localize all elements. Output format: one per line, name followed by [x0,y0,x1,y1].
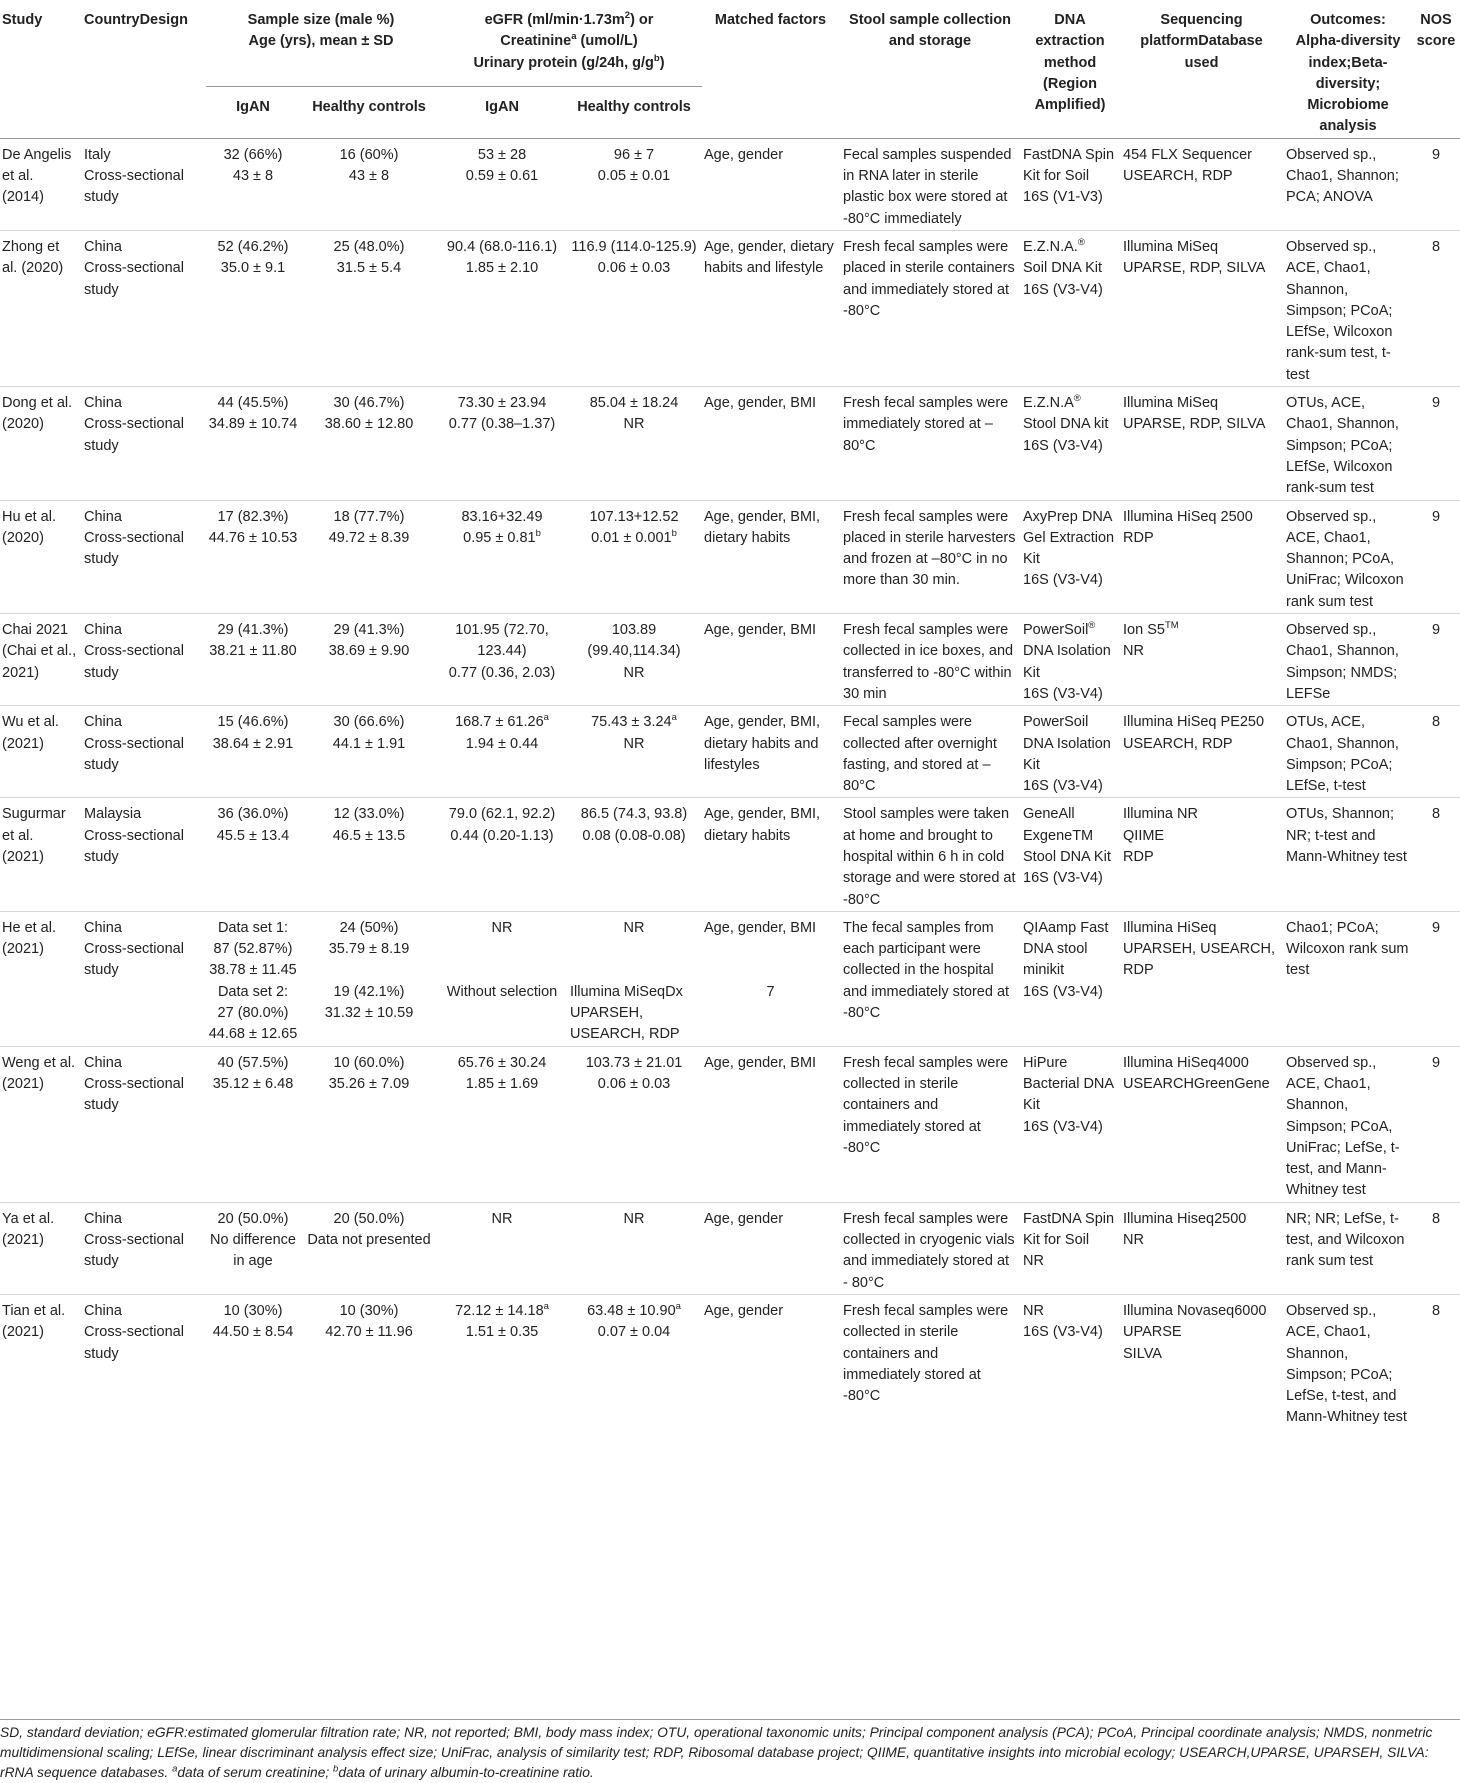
cell-matched: Age, gender, BMI, dietary habits [702,500,841,613]
cell-eg-hc: 85.04 ± 18.24 NR [568,387,702,500]
cell-matched: Age, gender, BMI, dietary habits [702,798,841,911]
table-row [0,138,1460,230]
cell-ss-hc: 10 (30%) 42.70 ± 11.96 [302,1294,438,1428]
col-sample-size [206,0,438,87]
cell-stool: Fresh fecal samples were immediately stored at –80°C [841,387,1021,500]
eg-line1 [570,712,698,733]
cell-nos: 8 [1414,706,1460,798]
dna-name: E.Z.N.A [1023,395,1074,412]
eg-value: 75.43 ± 3.24 [591,714,672,731]
footnote-b-sup: b [671,528,677,539]
cell-outcomes: OTUs, Shannon; NR; t-test and Mann-Whitney test [1284,798,1414,911]
cell-country: China Cross-sectional study [82,1046,206,1202]
egfr-line1 [440,10,698,31]
cell-outcomes: OTUs, ACE, Chao1, Shannon, Simpson; PCoA; LEfSe, Wilcoxon rank-sum test [1284,387,1414,500]
egfr-text: eGFR (ml/min·1.73m [484,12,625,28]
cell-eg-igan [438,706,568,798]
col-sequencing: Sequencing platformDatabase used [1140,12,1263,71]
eg-line1: 83.16+32.49 [461,508,543,525]
eg-line1 [440,712,564,733]
eg-value: 0.01 ± 0.001 [591,529,672,546]
cell-ss-igan: 29 (41.3%) 38.21 ± 11.80 [206,614,302,706]
cell-study: Ya et al. (2021) [0,1202,82,1294]
footnote-b-text: data of urinary albumin-to-creatinine ratio. [338,1765,594,1780]
cell-seq: Illumina Novaseq6000 UPARSE SILVA [1121,1294,1284,1428]
eg-line2: NR [623,735,645,752]
table-row [0,706,1460,798]
cell-eg-igan [438,1294,568,1428]
table-row [0,230,1460,386]
cell-seq: Illumina HiSeq4000 USEARCHGreenGene [1121,1046,1284,1202]
registered-sup: ® [1088,620,1096,632]
cell-ss-igan: 52 (46.2%) 35.0 ± 9.1 [206,230,302,386]
cell-nos: 9 [1414,614,1460,706]
cell-nos: 9 [1414,387,1460,500]
cell-study: Sugurmar et al. (2021) [0,798,82,911]
table-row [0,1202,1460,1294]
urine-sup: b [653,52,660,64]
footnote-a-sup: a [671,712,677,724]
cell-ss-hc: 16 (60%) 43 ± 8 [339,146,399,185]
cell-eg-hc: 103.89 (99.40,114.34) NR [568,614,702,706]
cell-eg-hc: NR [568,911,702,981]
cell-country: China Cross-sectional study [82,1294,206,1428]
cell-eg-igan: NR [438,1202,568,1294]
cell-eg-hc: 86.5 (74.3, 93.8) 0.08 (0.08-0.08) [568,798,702,911]
footnote-a-text: data of serum creatinine; [177,1765,334,1780]
cell-country: China Cross-sectional study [82,230,206,386]
egfr-line2 [440,31,698,52]
cell-stool: Fresh fecal samples were collected in sterile containers and immediately stored at -80°C [841,1046,1021,1202]
cell-dna: AxyPrep DNA Gel Extraction Kit 16S (V3-V4) [1021,500,1121,613]
creatinine-sup: a [571,31,577,43]
cell-eg-igan: 65.76 ± 30.24 1.85 ± 1.69 [438,1046,568,1202]
cell-seq: Illumina HiSeq 2500 RDP [1121,500,1284,613]
footnote-a-sup: a [543,712,549,724]
cell-ss-igan: 10 (30%) 44.50 ± 8.54 [206,1294,302,1428]
cell-ss-igan: Data set 1: 87 (52.87%) 38.78 ± 11.45 [206,911,302,981]
cell-country: Italy Cross-sectional study [84,146,184,206]
cell-matched: Age, gender, BMI [702,614,841,706]
cell-dna: HiPure Bacterial DNA Kit 16S (V3-V4) [1021,1046,1121,1202]
cell-ss-hc: 18 (77.7%) 49.72 ± 8.39 [302,500,438,613]
dna-name: PowerSoil [1023,622,1089,639]
cell-study: Wu et al. (2021) [0,706,82,798]
cell-stool: Fresh fecal samples were placed in sterile containers and immediately stored at -80°C [841,230,1021,386]
footnote-b-marker: b [333,1763,339,1775]
cell-nos: 9 [1431,146,1441,163]
cell-stool: Fresh fecal samples were collected in cryogenic vials and immediately stored at - 80°C [841,1202,1021,1294]
registered-sup: ® [1073,393,1081,405]
cell-eg-hc: 96 ± 7 0.05 ± 0.01 [597,146,671,185]
dna-rest: Stool DNA kit 16S (V3-V4) [1023,416,1109,454]
cell-country: China Cross-sectional study [82,1202,206,1294]
cell-eg-hc [568,706,702,798]
dna-name: E.Z.N.A. [1023,238,1078,255]
cell-nos: 8 [1414,230,1460,386]
urine-text-post: ) [659,54,665,71]
cell-ss-igan: 17 (82.3%) 44.76 ± 10.53 [206,500,302,613]
cell-outcomes: Chao1; PCoA; Wilcoxon rank sum test [1284,911,1414,1046]
cell-eg-hc: 116.9 (114.0-125.9) 0.06 ± 0.03 [568,230,702,386]
col-outcomes: Outcomes: Alpha-diversity index;Beta-diversity; Microbiome analysis [1295,12,1401,135]
cell-eg-hc: Illumina MiSeqDx UPARSEH, USEARCH, RDP [570,983,683,1043]
cell-ss-igan: 36 (36.0%) 45.5 ± 13.4 [206,798,302,911]
cell-nos: 8 [1414,1294,1460,1428]
cell-stool: Fresh fecal samples were placed in sterile harvesters and frozen at –80°C in no more than 30 min. [841,500,1021,613]
cell-eg-igan: 73.30 ± 23.94 0.77 (0.38–1.37) [438,387,568,500]
eg-line2 [440,528,564,549]
cell-matched: Age, gender, BMI, dietary habits and lifestyles [702,706,841,798]
cell-outcomes: Observed sp., ACE, Chao1, Shannon, Simpson; PCoA; LefSe, t-test, and Mann-Whitney test [1284,1294,1414,1428]
cell-dna: QIAamp Fast DNA stool minikit 16S (V3-V4) [1021,911,1121,1046]
eg-line2: 0.07 ± 0.04 [597,1324,671,1341]
col-ss-healthy: Healthy controls [302,87,438,139]
cell-eg-igan: 79.0 (62.1, 92.2) 0.44 (0.20-1.13) [438,798,568,911]
footnote-abbreviations: SD, standard deviation; eGFR:estimated glomerular filtration rate; NR, not reported; BMI, body mass index; OTU, operational taxonomic units; Principal component analysis (PCA); PCoA, Principal coordinate analysis; NMDS, nonmetric multidimensional scaling; LEfSe, linear discriminant analysis effect size; UniFrac, analysis of similarity test; RDP, Ribosomal database project; QIIME, quantitative insights into microbial ecology; USEARCH,UPARSE, UPARSEH, SILVA: rRNA sequence databases. [0,1725,1433,1780]
cell-empty [0,982,82,1046]
col-dna-extraction: DNA extraction method (Region Amplified) [1034,12,1106,114]
eg-line1 [570,1301,698,1322]
col-nos: NOS score [1416,12,1456,50]
cell-country: China Cross-sectional study [82,387,206,500]
cell-outcomes: Observed sp., Chao1, Shannon, Simpson; NMDS; LEFSe [1284,614,1414,706]
cell-eg-igan: Without selection [446,983,558,1000]
cell-matched: Age, gender, BMI [702,1046,841,1202]
cell-ss-igan: 20 (50.0%) No difference in age [206,1202,302,1294]
col-ss-igan: IgAN [206,87,302,139]
cell-matched: Age, gender, BMI [702,911,841,981]
cell-study: He et al. (2021) [0,911,82,981]
cell-matched: Age, gender [702,1202,841,1294]
eg-value: 0.95 ± 0.81 [463,529,536,546]
cell-eg-hc [568,500,702,613]
eg-value: 72.12 ± 14.18 [455,1302,544,1319]
cell-eg-igan: 53 ± 28 0.59 ± 0.61 [465,146,539,185]
cell-eg-igan: 90.4 (68.0-116.1) 1.85 ± 2.10 [438,230,568,386]
egfr-sup: 2 [624,10,631,22]
cell-study: Tian et al. (2021) [0,1294,82,1428]
cell-eg-igan: 101.95 (72.70, 123.44) 0.77 (0.36, 2.03) [438,614,568,706]
cell-dna: NR 16S (V3-V4) [1021,1294,1121,1428]
table-body [0,138,1460,1428]
eg-value: 63.48 ± 10.90 [587,1302,676,1319]
cell-outcomes: OTUs, ACE, Chao1, Shannon, Simpson; PCoA; LEfSe, t-test [1284,706,1414,798]
table-row [0,387,1460,500]
cell-stool: Fresh fecal samples were collected in ice boxes, and transferred to -80°C within 30 min [841,614,1021,706]
cell-seq: Illumina NR QIIME RDP [1121,798,1284,911]
cell-outcomes: Observed sp., Chao1, Shannon; PCA; ANOVA [1286,146,1399,206]
table-footnote [0,1719,1460,1783]
cell-matched: Age, gender, dietary habits and lifestyle [702,230,841,386]
cell-dna [1021,614,1121,706]
cell-dna [1021,230,1121,386]
cell-outcomes: Observed sp., ACE, Chao1, Shannon; PCoA, UniFrac; Wilcoxon rank sum test [1284,500,1414,613]
cell-ss-hc: 19 (42.1%) 31.32 ± 10.59 [324,983,414,1022]
registered-sup: ® [1077,237,1085,249]
cell-outcomes: Observed sp., ACE, Chao1, Shannon, Simpson; PCoA; LEfSe, Wilcoxon rank-sum test, t-test [1284,230,1414,386]
dna-rest: Soil DNA Kit 16S (V3-V4) [1023,260,1103,298]
cell-ss-hc: 25 (48.0%) 31.5 ± 5.4 [302,230,438,386]
dna-rest: DNA Isolation Kit 16S (V3-V4) [1023,643,1111,702]
table-row [0,798,1460,911]
cell-empty [82,982,206,1046]
table-header [0,0,1460,138]
cell-seq: Illumina Hiseq2500 NR [1121,1202,1284,1294]
cell-ss-hc: 10 (60.0%) 35.26 ± 7.09 [302,1046,438,1202]
cell-matched: Age, gender, BMI [702,387,841,500]
col-eg-igan: IgAN [438,87,568,139]
cell-eg-igan [438,500,568,613]
cell-study: Zhong et al. (2020) [0,230,82,386]
cell-country: China Cross-sectional study [82,706,206,798]
footnote-a-sup: a [675,1301,681,1313]
sample-size-line2: Age (yrs), mean ± SD [248,33,394,50]
footnote-a-marker: a [172,1763,178,1775]
cell-nos: 8 [1414,798,1460,911]
cell-eg-hc: 103.73 ± 21.01 0.06 ± 0.03 [568,1046,702,1202]
cell-seq: Illumina MiSeq UPARSE, RDP, SILVA [1121,230,1284,386]
cell-ss-igan: 40 (57.5%) 35.12 ± 6.48 [206,1046,302,1202]
cell-country: China Cross-sectional study [82,911,206,981]
cell-ss-igan: 32 (66%) 43 ± 8 [223,146,283,185]
cell-matched: Age, gender [704,146,784,163]
cell-stool: Fecal samples were collected after overnight fasting, and stored at –80°C [841,706,1021,798]
col-matched-factors: Matched factors [714,12,827,28]
cell-nos: 9 [1414,1046,1460,1202]
creatinine-unit: (umol/L) [576,33,638,50]
trademark-sup: TM [1164,620,1179,632]
seq-name: Ion S5 [1123,622,1165,639]
cell-stool: Fresh fecal samples were collected in sterile containers and immediately stored at -80°C [841,1294,1021,1428]
col-egfr [438,0,702,87]
cell-study: De Angelis et al. (2014) [2,146,72,206]
eg-line2: 1.94 ± 0.44 [465,735,539,752]
cell-study: Weng et al. (2021) [0,1046,82,1202]
cell-seq: Illumina HiSeq UPARSEH, USEARCH, RDP [1121,911,1284,1046]
table-row [0,614,1460,706]
table-row [0,1046,1460,1202]
cell-nos: 9 [1414,911,1460,1046]
col-study: Study [2,12,43,28]
cell-eg-hc: NR [568,1202,702,1294]
cell-dna: FastDNA Spin Kit for Soil 16S (V1-V3) [1023,146,1115,206]
cell-ss-hc: 30 (46.7%) 38.60 ± 12.80 [302,387,438,500]
cell-dna [1021,387,1121,500]
col-country-design: CountryDesign [84,12,188,28]
cell-seq [1121,614,1284,706]
cell-ss-igan: 15 (46.6%) 38.64 ± 2.91 [206,706,302,798]
cell-dna: FastDNA Spin Kit for Soil NR [1021,1202,1121,1294]
footnote-b-sup: b [535,528,541,539]
table-row [0,911,1460,981]
cell-matched: 7 [766,983,775,1000]
cell-stool: The fecal samples from each participant were collected in the hospital and immediately stored at -80°C [841,911,1021,1046]
egfr-text-post: ) or [630,12,654,28]
creatinine-text: Creatinine [500,33,572,50]
eg-line2: 1.51 ± 0.35 [465,1324,539,1341]
cell-stool: Fecal samples suspended in RNA later in sterile plastic box were stored at -80°C immediately [843,146,1012,227]
table-row [0,1294,1460,1428]
cell-study: Chai 2021 (Chai et al., 2021) [0,614,82,706]
cell-country: China Cross-sectional study [82,500,206,613]
cell-ss-hc: 20 (50.0%) Data not presented [302,1202,438,1294]
cell-seq: Illumina HiSeq PE250 USEARCH, RDP [1121,706,1284,798]
cell-matched: Age, gender [702,1294,841,1428]
cell-study: Hu et al. (2020) [0,500,82,613]
cell-stool: Stool samples were taken at home and brought to hospital within 6 h in cold storage and were stored at -80°C [841,798,1021,911]
cell-seq: Illumina MiSeq UPARSE, RDP, SILVA [1121,387,1284,500]
footnote-a-sup: a [543,1301,549,1313]
col-eg-healthy: Healthy controls [568,87,702,139]
cell-ss-hc: 12 (33.0%) 46.5 ± 13.5 [302,798,438,911]
urine-text: Urinary protein (g/24h, g/g [473,54,654,71]
cell-dna: PowerSoil DNA Isolation Kit 16S (V3-V4) [1021,706,1121,798]
cell-study: Dong et al. (2020) [0,387,82,500]
col-stool: Stool sample collection and storage [849,12,1011,50]
cell-ss-hc: 29 (41.3%) 38.69 ± 9.90 [302,614,438,706]
eg-line2 [570,528,698,549]
table-row [0,500,1460,613]
cell-ss-igan: 44 (45.5%) 34.89 ± 10.74 [206,387,302,500]
cell-ss-hc: 24 (50%) 35.79 ± 8.19 [302,911,438,981]
cell-seq: 454 FLX Sequencer USEARCH, RDP [1123,146,1252,185]
seq-rest: NR [1123,643,1144,660]
eg-line1 [440,1301,564,1322]
sample-size-line1: Sample size (male %) [247,12,395,28]
cell-outcomes: NR; NR; LefSe, t-test, and Wilcoxon rank sum test [1284,1202,1414,1294]
eg-line1: 107.13+12.52 [589,508,679,525]
cell-nos: 9 [1414,500,1460,613]
cell-nos: 8 [1414,1202,1460,1294]
cell-outcomes: Observed sp., ACE, Chao1, Shannon, Simpson; PCoA, UniFrac; LefSe, t-test, and Mann-Whitney test [1284,1046,1414,1202]
cell-country: Malaysia Cross-sectional study [82,798,206,911]
cell-dna: GeneAll ExgeneTM Stool DNA Kit 16S (V3-V4) [1021,798,1121,911]
cell-eg-hc [568,1294,702,1428]
cell-ss-igan: Data set 2: 27 (80.0%) 44.68 ± 12.65 [208,983,298,1043]
eg-value: 168.7 ± 61.26 [455,714,544,731]
egfr-line3 [440,53,698,74]
cell-eg-igan: NR [438,911,568,981]
cell-country: China Cross-sectional study [82,614,206,706]
cell-ss-hc: 30 (66.6%) 44.1 ± 1.91 [302,706,438,798]
